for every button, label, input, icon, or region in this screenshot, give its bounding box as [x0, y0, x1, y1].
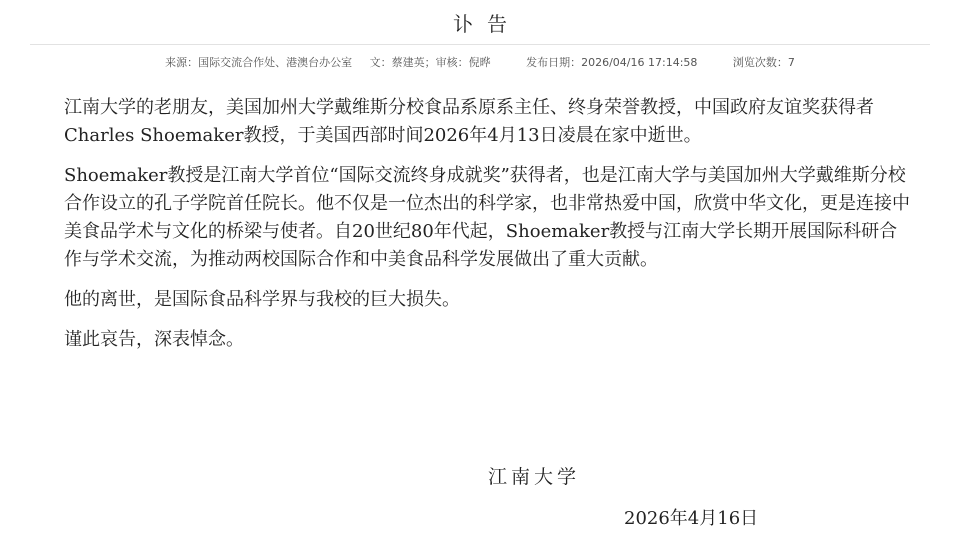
- meta-publish-date: 发布日期：2026/04/16 17:14:58: [526, 56, 698, 69]
- meta-views: 浏览次数：7: [732, 56, 795, 69]
- body-paragraph-4: 谨此哀告，深表悼念。: [64, 329, 244, 350]
- article-meta: [0, 54, 960, 70]
- page-title: 讣告: [453, 12, 521, 36]
- article-body: [64, 94, 914, 366]
- body-paragraph-3: 他的离世，是国际食品科学界与我校的巨大损失。: [64, 289, 460, 310]
- meta-source: 来源：国际交流合作处、港澳台办公室: [165, 56, 353, 69]
- signer: 江南大学: [488, 466, 581, 488]
- title-divider: [30, 44, 930, 45]
- sign-date: 2026年4月16日: [624, 508, 759, 529]
- meta-author: 文：蔡建英；审核：倪晔: [369, 56, 491, 69]
- body-paragraph-2: Shoemaker教授是江南大学首位“国际交流终身成就奖”获得者，也是江南大学与美国加州大学戴维斯分校合作设立的孔子学院首任院长。他不仅是一位杰出的科学家，也非常热爱中国，欣赏中华文化，更是连接中美食品学术与文化的桥梁与使者。自20世纪80年代起，Shoemaker教授与江南大学长期开展国际科研合作与学术交流，为推动两校国际合作和中美食品科学发展做出了重大贡献。: [64, 165, 910, 270]
- body-paragraph-1: 江南大学的老朋友，美国加州大学戴维斯分校食品系原系主任、终身荣誉教授，中国政府友谊奖获得者 Charles Shoemaker教授，于美国西部时间2026年4月13日凌晨在家中逝世。: [64, 97, 874, 146]
